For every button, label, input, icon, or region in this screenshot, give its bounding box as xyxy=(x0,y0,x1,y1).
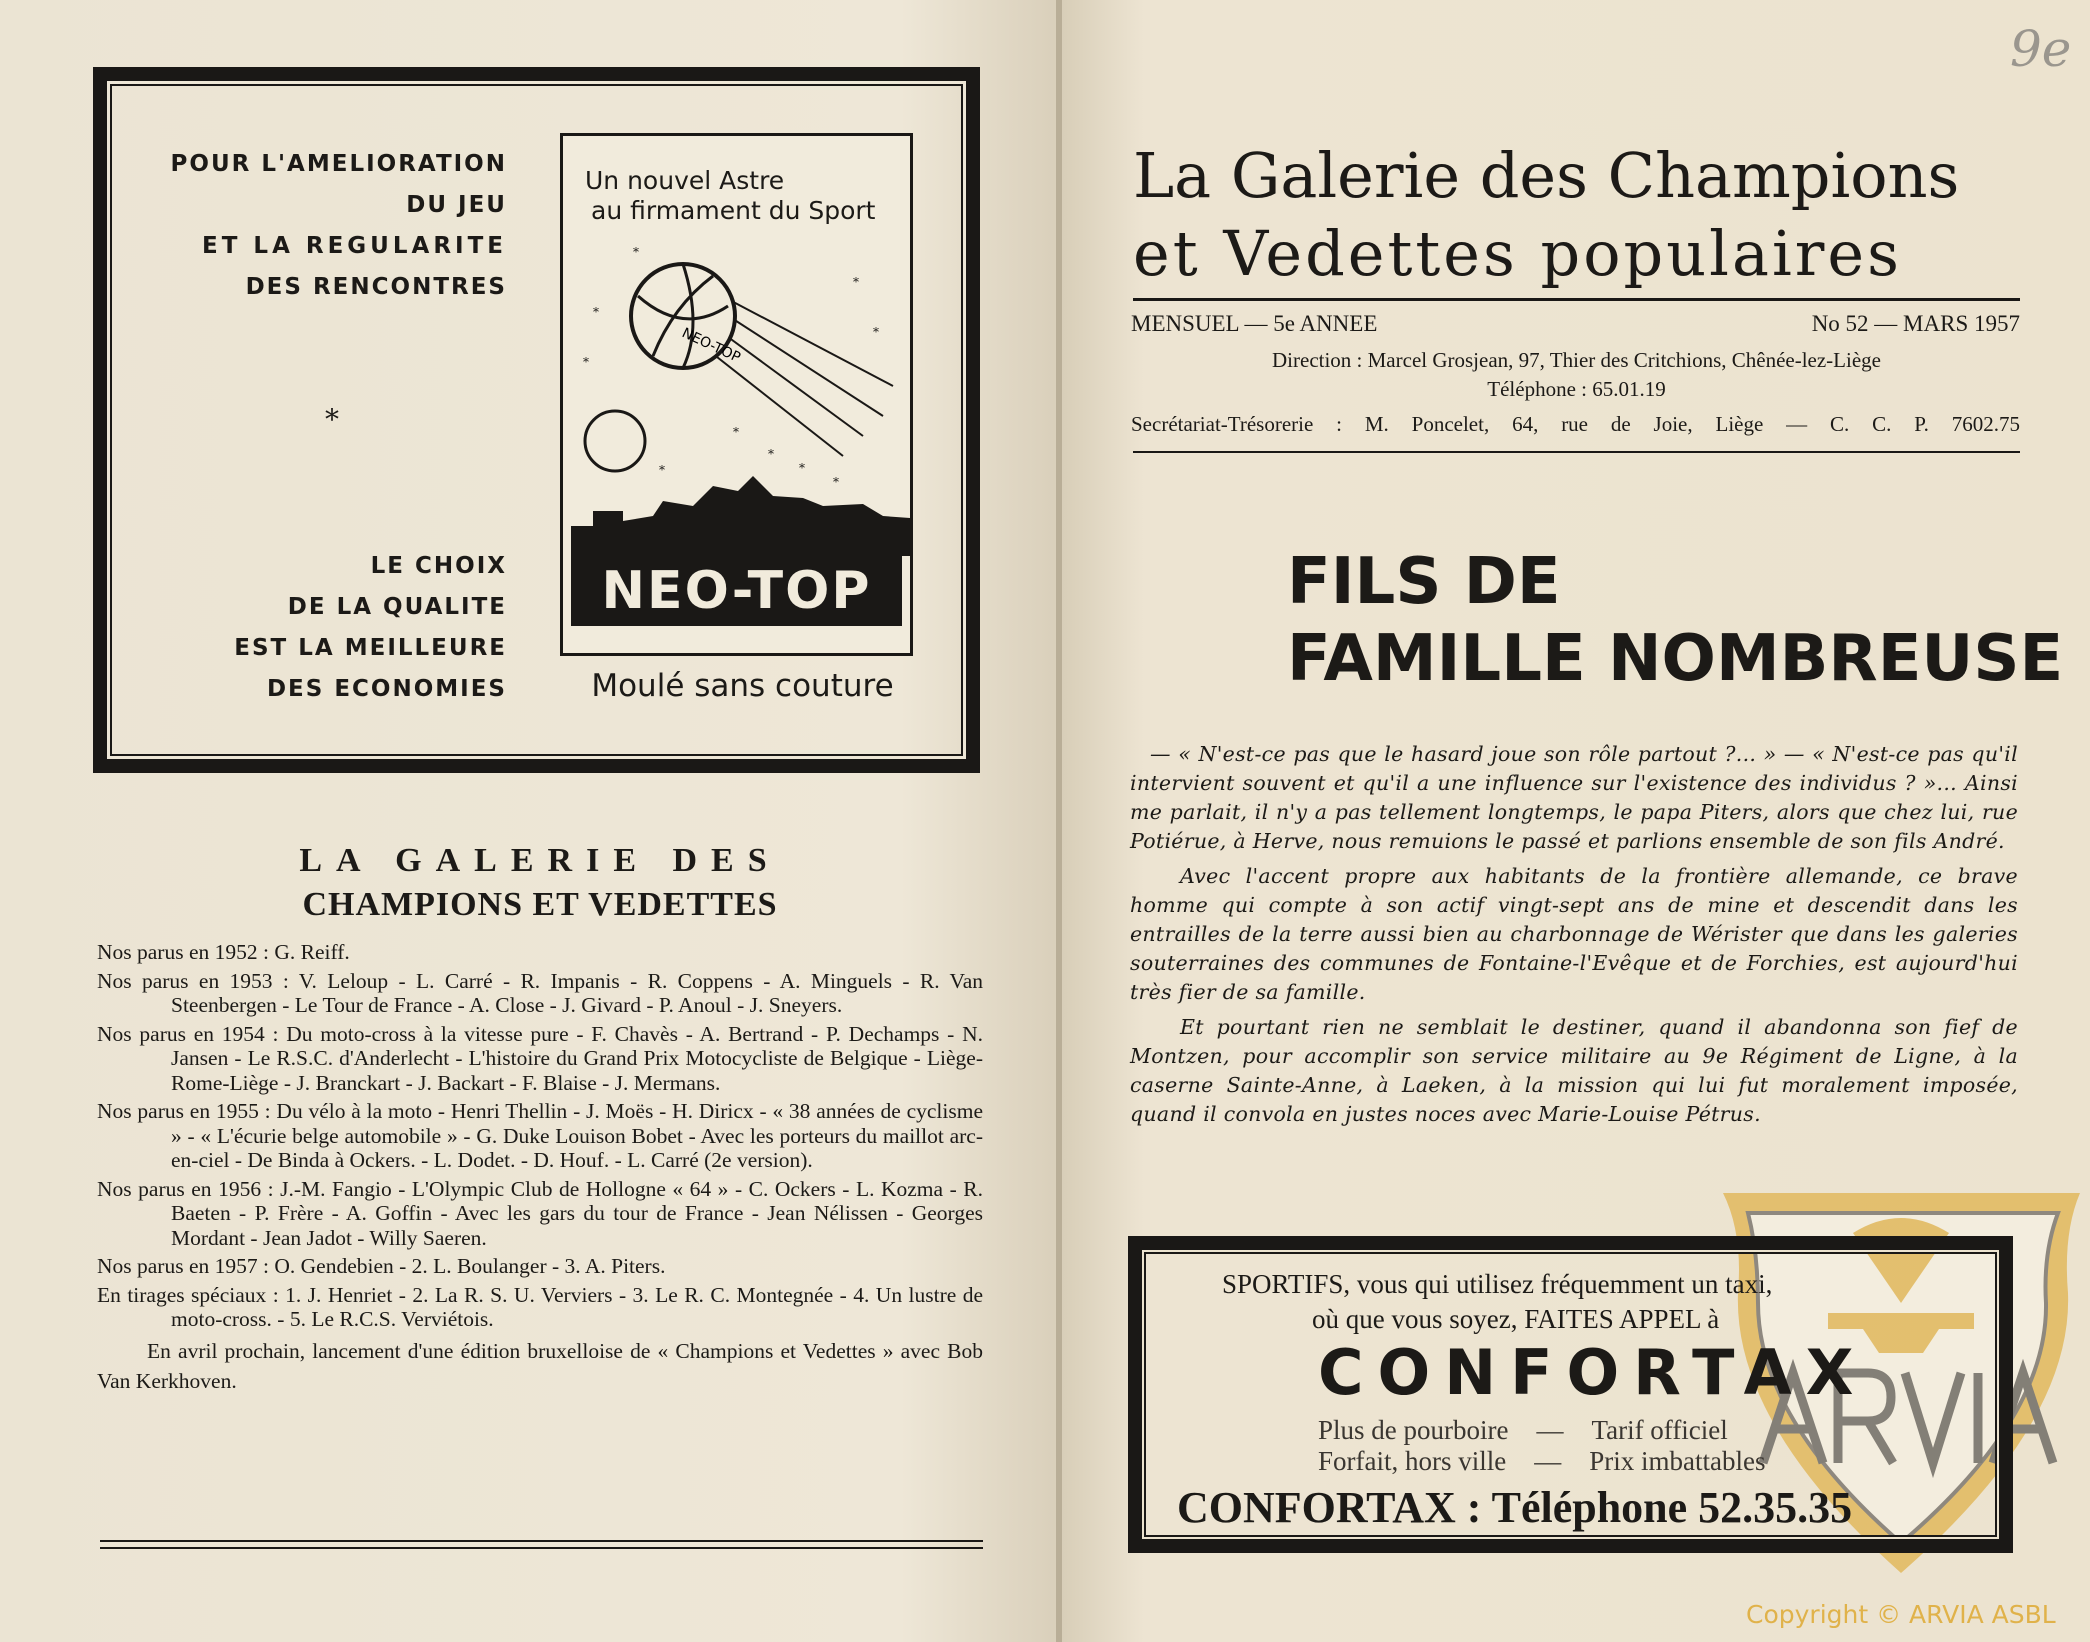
slogan-line: ET LA REGULARITE xyxy=(202,233,507,259)
article-paragraph: Et pourtant rien ne semblait le destiner, quand il abandonna son fief de Montzen, pour accomplir son service militaire au 9e Régiment de Ligne, à la caserne Sainte-Anne, à Laeken, à la mission qui lui fut moralement imposée, quand il convola en justes noces avec Marie-Louise Pétrus. xyxy=(1130,1015,2018,1126)
advert-line: où que vous soyez, FAITES APPEL à xyxy=(1312,1304,1720,1334)
perk: Prix imbattables xyxy=(1589,1446,1766,1476)
perk-row xyxy=(1318,1447,1765,1477)
article-paragraph: Avec l'accent propre aux habitants de la frontière allemande, ce brave homme qui compte à son actif vingt-sept ans de mine et descendit dans les entrailles de la terre aussi bien au charbonnage de Wérister que dans les galeries souterraines des communes de Fontaine-l'Evêque et de Forchies, est aujourd'hui très fier de sa famille. xyxy=(1130,864,2018,1004)
svg-text:*: * xyxy=(833,475,839,489)
svg-text:*: * xyxy=(799,461,805,475)
perk-dash: — xyxy=(1534,1446,1562,1476)
svg-text:*: * xyxy=(633,245,639,259)
perk-dash: — xyxy=(1536,1415,1564,1445)
slogan-line: POUR L'AMELIORATION xyxy=(170,151,507,177)
slogan-line: DES ECONOMIES xyxy=(266,676,507,702)
confortax-logo: CONFORTAX xyxy=(1318,1336,1868,1409)
direction-telephone: Téléphone : 65.01.19 xyxy=(1487,377,1666,401)
divider xyxy=(100,1547,983,1549)
svg-text:*: * xyxy=(583,355,589,369)
article-body xyxy=(1130,740,2018,1135)
poster-caption-line: au firmament du Sport xyxy=(591,196,876,225)
headline-line-2: FAMILLE NOMBREUSE xyxy=(1287,622,2064,696)
perk: Tarif officiel xyxy=(1591,1415,1728,1445)
copyright-notice: Copyright © ARVIA ASBL xyxy=(1746,1600,2056,1629)
headline-line-1: FILS DE xyxy=(1287,545,1561,619)
football-comet-illustration xyxy=(563,236,910,556)
poster-tagline: Moulé sans couture xyxy=(591,668,894,704)
article-paragraph: — « N'est-ce pas que le hasard joue son rôle partout ?... » — « N'est-ce pas qu'il intervient souvent et qu'il a une influence sur l'existence des individus ? »... Ainsi me parlait, il n'y a pas tellement longtemps, le papa Piters, alors que chez lui, rue Potiérue, à Herve, nous remuions le passé et parlions ensemble de son fils André. xyxy=(1130,742,2018,853)
catalog-heading-2: CHAMPIONS ET VEDETTES xyxy=(302,886,778,923)
secretariat: Secrétariat-Trésorerie : M. Poncelet, 64, rue de Joie, Liège — C. C. P. 7602.75 xyxy=(1131,412,2020,436)
catalog-entry: Nos parus en 1956 : J.-M. Fangio - L'Olympic Club de Hollogne « 64 » - C. Ockers - L. Kozma - R. Baeten - P. Frère - A. Goffin - Avec les gars du tour de France - Jean Nélissen - Georges Mordant - Jean Jadot - Willy Saeren. xyxy=(97,1176,983,1250)
svg-text:*: * xyxy=(733,425,739,439)
divider xyxy=(100,1540,983,1542)
masthead-rule xyxy=(1133,451,2020,453)
slogan-line: DU JEU xyxy=(406,192,507,218)
masthead-rule xyxy=(1133,298,2020,301)
masthead-title-line-2: et Vedettes populaires xyxy=(1133,217,1902,290)
issue-number: No 52 — MARS 1957 xyxy=(1811,311,2020,336)
frequency: MENSUEL — 5e ANNEE xyxy=(1131,311,1378,336)
poster-caption-line: Un nouvel Astre xyxy=(585,166,785,195)
catalog-entry: Nos parus en 1955 : Du vélo à la moto - Henri Thellin - J. Moës - H. Diricx - « 38 années de cyclisme » - « L'écurie belge automobile » - G. Duke Louison Bobet - Avec les porteurs du maillot arc-en-ciel - De Binda à Ockers. - L. Dodet. - D. Houf. - L. Carré (2e version). xyxy=(97,1099,983,1172)
poster-caption xyxy=(585,166,875,226)
catalog-entry: Nos parus en 1953 : V. Leloup - L. Carré - R. Impanis - R. Coppens - A. Minguels - R. Van Steenbergen - Le Tour de France - A. Close - J. Givard - P. Anoul - J. Sneyers. xyxy=(97,968,983,1017)
catalog-entry: Nos parus en 1957 : O. Gendebien - 2. L. Boulanger - 3. A. Piters. xyxy=(97,1254,666,1278)
advert-line: SPORTIFS, vous qui utilisez fréquemment un taxi, xyxy=(1222,1269,1773,1299)
catalog-entry: Nos parus en 1952 : G. Reiff. xyxy=(97,940,350,964)
announcement: En avril prochain, lancement d'une édition bruxelloise de « Champions et Vedettes » avec Bob Van Kerkhoven. xyxy=(97,1338,983,1393)
neo-top-poster xyxy=(560,133,913,656)
perk: Plus de pourboire xyxy=(1318,1415,1509,1445)
catalog-entry: Nos parus en 1954 : Du moto-cross à la vitesse pure - F. Chavès - A. Bertrand - P. Dechamps - N. Jansen - Le R.S.C. d'Anderlecht - L'histoire du Grand Prix Motocycliste de Belgique - Liège-Rome-Liège - J. Branckart - J. Backart - F. Blaise - J. Mermans. xyxy=(97,1021,983,1095)
svg-text:*: * xyxy=(593,305,599,319)
handwritten-note: 9e xyxy=(2010,20,2072,78)
svg-text:*: * xyxy=(659,463,665,477)
asterisk-ornament: * xyxy=(325,403,339,436)
neo-top-logo: NEO-TOP xyxy=(571,556,902,626)
slogan-line: DE LA QUALITE xyxy=(287,594,507,620)
perk-row xyxy=(1318,1416,1728,1446)
slogan-line: EST LA MEILLEURE xyxy=(234,635,507,661)
catalog-entry: En tirages spéciaux : 1. J. Henriet - 2. La R. S. U. Verviers - 3. Le R. C. Montegnée - 4. Un lustre de moto-cross. - 5. Le R.C.S. Verviétois. xyxy=(97,1282,983,1331)
svg-text:*: * xyxy=(873,325,879,339)
svg-text:*: * xyxy=(853,275,859,289)
catalog-list xyxy=(97,940,983,1400)
confortax-phone: CONFORTAX : Téléphone 52.35.35 xyxy=(1177,1483,1853,1532)
direction-address: Direction : Marcel Grosjean, 97, Thier des Critchions, Chênée-lez-Liège xyxy=(1272,348,1881,372)
slogan-line: DES RENCONTRES xyxy=(245,274,507,300)
catalog-heading-1: LA GALERIE DES xyxy=(299,842,781,879)
ball-label: NEO-TOP xyxy=(679,325,743,367)
svg-text:*: * xyxy=(768,447,774,461)
perk: Forfait, hors ville xyxy=(1318,1446,1507,1476)
confortax-advert xyxy=(1128,1236,2013,1553)
slogan-line: LE CHOIX xyxy=(370,553,507,579)
masthead-title-line-1: La Galerie des Champions xyxy=(1133,139,1960,212)
